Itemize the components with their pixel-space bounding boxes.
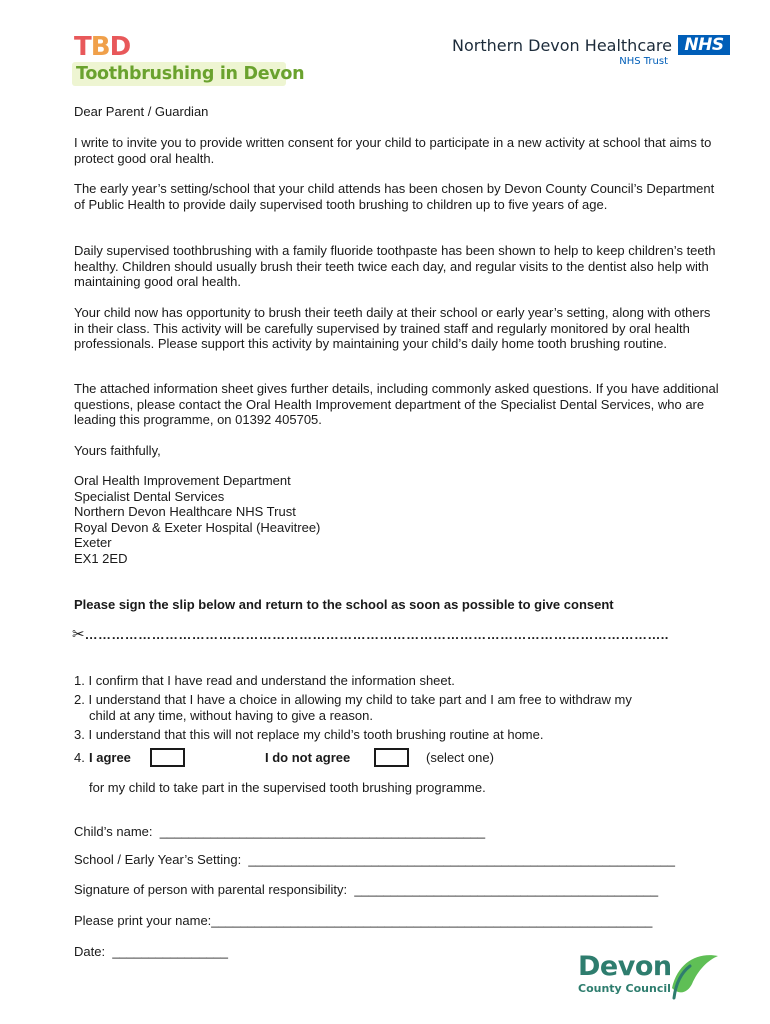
nhs-trust-logo [430,34,730,70]
toothbrushing-in-devon-logo [72,32,305,88]
choice-suffix: for my child to take part in the supervised tooth brushing programme. [89,780,486,795]
agree-label: I agree [89,750,131,765]
choice-number: 4. [74,750,85,765]
nhs-trust-label: NHS Trust [619,56,668,67]
paragraph-fluoride: Daily supervised toothbrushing with a family fluoride toothpaste has been shown to help to keep children’s teeth healthy. Children should usually brush their teeth twice each day, and regular visits to the dentist also help with maintaining good oral health. [74,243,716,289]
devon-wordmark: Devon [578,951,672,982]
address-line: Oral Health Improvement Department [74,473,291,488]
field-label: Child’s name: [74,824,153,839]
dotted-line: ………………………………………………………………………………………………………………….. [84,627,669,642]
devon-county-council-logo [576,948,726,1004]
field-line[interactable]: ________________ [112,944,228,959]
paragraph-setting: The early year’s setting/school that your child attends has been chosen by Devon County Council’s Department of Public Health to provide daily supervised tooth brushing to children up to five years of age. [74,181,715,212]
paragraph-opportunity: Your child now has opportunity to brush their teeth daily at their school or early year’s setting, along with others in their class. This activity will be carefully supervised by trained staff and regularly monitored by oral health professionals. Please support this activity by maintaining your child’s daily home tooth brushing routine. [74,305,711,351]
address-line: Royal Devon & Exeter Hospital (Heavitree) [74,519,321,535]
salutation: Dear Parent / Guardian [74,104,209,119]
scissors-icon: ✂ [72,625,85,643]
address-line: Exeter [74,535,112,550]
paragraph-info-sheet: The attached information sheet gives further details, including commonly asked questions. If you have additional questions, please contact the Oral Health Improvement department of the Specialist Dental Services, who are leading this programme, on 01392 405705. [74,381,719,427]
consent-choice-row [74,748,674,770]
field-line[interactable]: __________________________________________ [354,882,659,897]
field-label: Date: [74,944,106,959]
school-setting-field[interactable] [74,852,675,868]
tbd-letters: TBD [74,32,131,62]
select-one-hint: (select one) [426,750,494,765]
county-council-label: County Council [578,982,671,995]
statement-1: 1. I confirm that I have read and understand the information sheet. [74,673,455,688]
print-name-field[interactable] [74,913,652,929]
sender-address [74,473,724,566]
closing: Yours faithfully, [74,443,161,458]
signature-field[interactable] [74,882,658,898]
field-line[interactable]: _____________________________________________________________ [211,913,653,928]
slip-instruction: Please sign the slip below and return to the school as soon as possible to give consent [74,597,614,612]
field-line[interactable]: ___________________________________________________________ [248,852,675,867]
logo-tagline: Toothbrushing in Devon [76,64,305,84]
childs-name-field[interactable] [74,824,485,840]
address-line: Northern Devon Healthcare NHS Trust [74,504,296,519]
address-line: EX1 2ED [74,550,128,566]
field-label: School / Early Year’s Setting: [74,852,242,867]
date-field[interactable] [74,944,228,960]
paragraph-invite: I write to invite you to provide written consent for your child to participate in a new activity at school that aims to protect good oral health. [74,135,712,166]
field-line[interactable]: _____________________________________________ [159,824,486,839]
agree-checkbox[interactable] [150,748,185,767]
statement-3: 3. I understand that this will not replace my child’s tooth brushing routine at home. [74,727,544,742]
disagree-label: I do not agree [265,750,351,765]
statement-2: 2. I understand that I have a choice in allowing my child to take part and I am free to withdraw my child at any time, without having to give a reason. [74,692,632,723]
field-label: Signature of person with parental responsibility: [74,882,348,897]
address-line: Specialist Dental Services [74,488,225,504]
nhs-organisation-name: Northern Devon Healthcare [452,36,672,55]
cut-line [72,625,712,643]
field-label: Please print your name: [74,913,212,928]
disagree-checkbox[interactable] [374,748,409,767]
nhs-badge: NHS [678,35,730,55]
leaf-icon [668,948,720,1000]
